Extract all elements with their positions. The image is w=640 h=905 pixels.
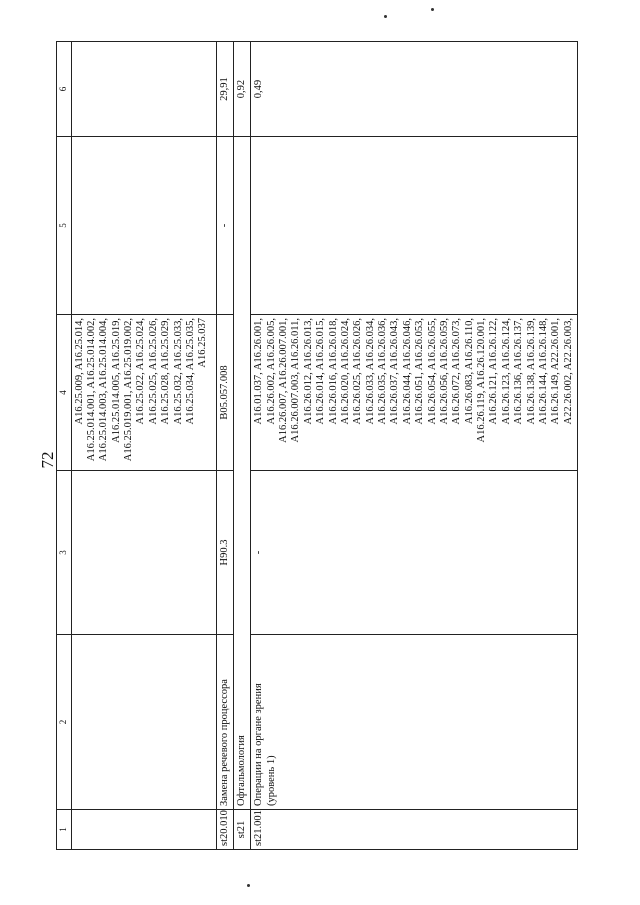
row-3-code: st21.001 <box>251 810 578 850</box>
row-0-extra <box>71 137 216 315</box>
table-row-st21-001 <box>251 42 578 850</box>
scan-speck <box>384 15 387 18</box>
table-row-st21-section <box>233 42 250 850</box>
row-3-coefficient: 0,49 <box>251 42 578 137</box>
rotated-table-wrapper <box>56 42 572 850</box>
scan-speck <box>247 884 250 887</box>
row-1-extra: - <box>216 137 233 315</box>
row-2-section-title: Офтальмология <box>233 137 250 810</box>
header-col-1: 1 <box>57 810 72 850</box>
row-0-services: A16.25.009, A16.25.014, A16.25.014.001, A16.25.014.002, A16.25.014.003, A16.25.014.004, A16.25.014.005, A16.25.019, A16.25.019.001, A16.25.019.002, A16.25.022, A16.25.024, A16.25.025, A16.25.026, A16.25.028, A16.25.029, A16.25.032, A16.25.033, A16.25.034, A16.25.035, A16.25.037 <box>71 315 216 471</box>
header-col-6: 6 <box>57 42 72 137</box>
header-col-2: 2 <box>57 635 72 810</box>
page-number: 72 <box>38 451 57 469</box>
header-col-4: 4 <box>57 315 72 471</box>
table-row-continuation <box>71 42 216 850</box>
row-0-name <box>71 635 216 810</box>
row-1-code: st20.010 <box>216 810 233 850</box>
row-0-diagnosis <box>71 471 216 635</box>
header-row <box>57 42 72 850</box>
row-3-name: Операции на органе зрения (уровень 1) <box>251 635 578 810</box>
row-1-coefficient: 29,91 <box>216 42 233 137</box>
header-col-5: 5 <box>57 137 72 315</box>
scan-speck <box>431 8 434 11</box>
row-1-name: Замена речевого процессора <box>216 635 233 810</box>
row-2-code: st21 <box>233 810 250 850</box>
row-1-diagnosis: H90.3 <box>216 471 233 635</box>
row-3-diagnosis: - <box>251 471 578 635</box>
row-0-code <box>71 810 216 850</box>
table-row-st20-010 <box>216 42 233 850</box>
row-1-services: B05.057.008 <box>216 315 233 471</box>
row-3-services: A16.01.037, A16.26.001, A16.26.002, A16.26.005, A16.26.007, A16.26.007.001, A16.26.007.003, A16.26.011, A16.26.012, A16.26.013, A16.26.014, A16.26.015, A16.26.016, A16.26.018, A16.26.020, A16.26.024, A16.26.025, A16.26.026, A16.26.033, A16.26.034, A16.26.035, A16.26.036, A16.26.037, A16.26.043, A16.26.044, A16.26.046, A16.26.051, A16.26.053, A16.26.054, A16.26.055, A16.26.056, A16.26.059, A16.26.072, A16.26.073, A16.26.083, A16.26.110, A16.26.119, A16.26.120.001, A16.26.121, A16.26.122, A16.26.123, A16.26.124, A16.26.136, A16.26.137, A16.26.138, A16.26.139, A16.26.144, A16.26.148, A16.26.149, A22.26.001, A22.26.002, A22.26.003, <box>251 315 578 471</box>
row-0-coefficient <box>71 42 216 137</box>
row-3-extra <box>251 137 578 315</box>
header-col-3: 3 <box>57 471 72 635</box>
row-2-coefficient: 0,92 <box>233 42 250 137</box>
tariff-table <box>56 41 578 850</box>
